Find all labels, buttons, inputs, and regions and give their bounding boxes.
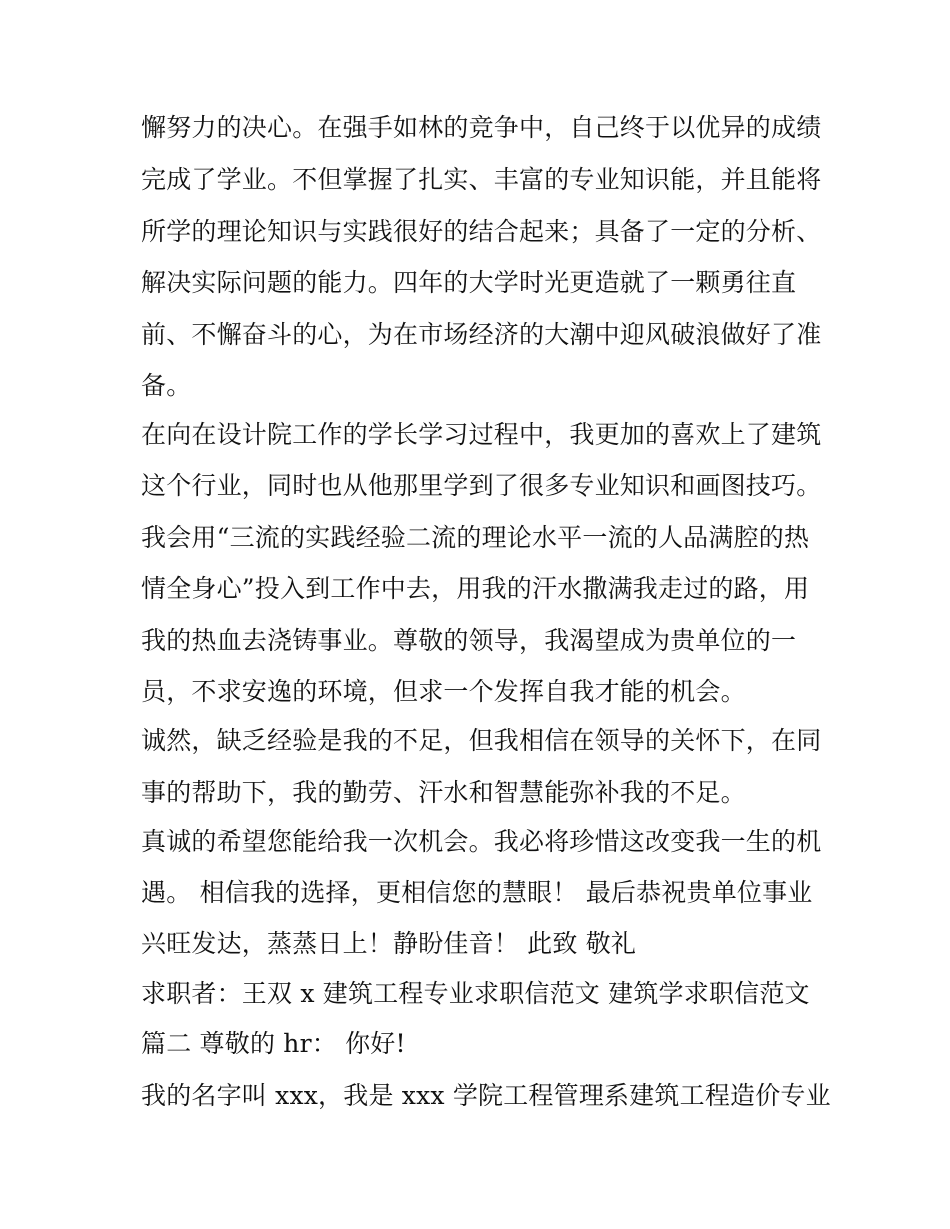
text-line: 所学的理论知识与实践很好的结合起来；具备了一定的分析、 <box>141 217 822 246</box>
text-line: 情全身心”投入到工作中去，用我的汗水撒满我走过的路，用 <box>141 574 810 603</box>
text-line: 我的热血去浇铸事业。尊敬的领导，我渴望成为贵单位的一 <box>141 626 797 655</box>
text-line: 事的帮助下，我的勤劳、汗水和智慧能弥补我的不足。 <box>141 778 746 807</box>
text-line: 前、不懈奋斗的心，为在市场经济的大潮中迎风破浪做好了准 <box>141 320 822 349</box>
text-line: 诚然，缺乏经验是我的不足，但我相信在领导的关怀下，在同 <box>141 726 822 755</box>
text-line: 备。 <box>141 371 192 400</box>
text-line: 我的名字叫 xxx，我是 xxx 学院工程管理系建筑工程造价专业 <box>141 1081 831 1110</box>
text-line: 遇。 相信我的选择，更相信您的慧眼！ 最后恭祝贵单位事业 <box>141 878 813 907</box>
text-line: 我会用“三流的实践经验二流的理论水平一流的人品满腔的热 <box>141 523 810 552</box>
text-line: 完成了学业。不但掌握了扎实、丰富的专业知识能，并且能将 <box>141 165 822 194</box>
text-line: 求职者：王双 x 建筑工程专业求职信范文 建筑学求职信范文 <box>141 979 810 1008</box>
text-line: 在向在设计院工作的学长学习过程中，我更加的喜欢上了建筑 <box>141 420 822 449</box>
text-line: 员，不求安逸的环境，但求一个发挥自我才能的机会。 <box>141 677 746 706</box>
text-line: 解决实际问题的能力。四年的大学时光更造就了一颗勇往直 <box>141 268 797 297</box>
text-line: 懈努力的决心。在强手如林的竞争中，自己终于以优异的成绩 <box>141 113 822 142</box>
text-line: 这个行业，同时也从他那里学到了很多专业知识和画图技巧。 <box>141 471 822 500</box>
text-line: 兴旺发达，蒸蒸日上！静盼佳音！ 此致 敬礼 <box>141 929 637 958</box>
text-line: 篇二 尊敬的 hr： 你好! <box>141 1029 406 1058</box>
text-line: 真诚的希望您能给我一次机会。我必将珍惜这改变我一生的机 <box>141 827 822 856</box>
